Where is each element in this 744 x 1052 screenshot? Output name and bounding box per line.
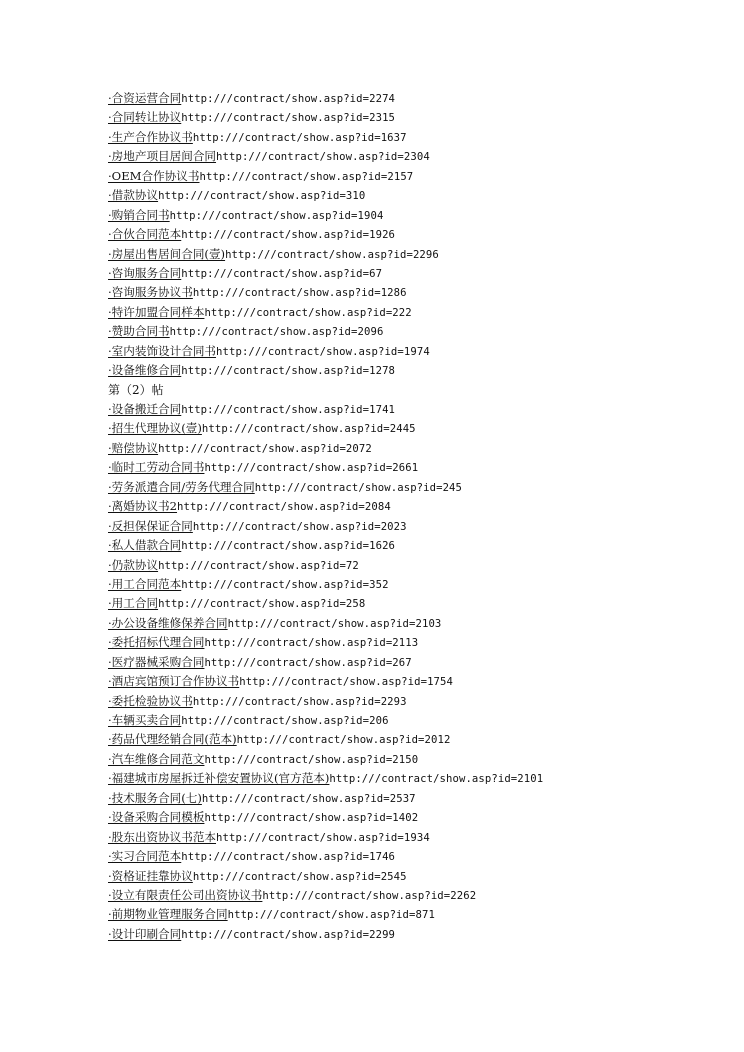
list-item (108, 167, 728, 186)
contract-url: http:///contract/show.asp?id=2299 (181, 928, 396, 941)
contract-link[interactable]: ·福建城市房屋拆迁补偿安置协议(官方范本) (108, 771, 330, 786)
contract-link[interactable]: ·OEM合作协议书 (108, 168, 200, 183)
contract-link[interactable]: ·资格证挂靠协议 (108, 868, 193, 883)
list-item (108, 672, 728, 691)
contract-url: http:///contract/show.asp?id=2023 (192, 520, 407, 533)
contract-url: http:///contract/show.asp?id=1904 (169, 209, 384, 222)
contract-link[interactable]: ·私人借款合同 (108, 538, 182, 553)
contract-link[interactable]: ·房地产项目居间合同 (108, 149, 217, 164)
contract-link[interactable]: ·用工合同 (108, 596, 159, 611)
contract-url: http:///contract/show.asp?id=1754 (239, 676, 453, 689)
list-item (108, 322, 728, 341)
list-item (108, 536, 728, 555)
contract-url: http:///contract/show.asp?id=2262 (262, 889, 477, 902)
list-item (108, 128, 728, 147)
contract-url: http:///contract/show.asp?id=2274 (181, 93, 396, 105)
list-item (108, 711, 728, 730)
contract-link[interactable]: ·合同转让协议 (108, 110, 182, 125)
contract-url: http:///contract/show.asp?id=2661 (204, 462, 419, 475)
list-item (108, 828, 728, 847)
contract-link[interactable]: ·招生代理协议(壹) (108, 421, 202, 436)
contract-url: http:///contract/show.asp?id=310 (158, 190, 366, 203)
contract-link[interactable]: ·劳务派遣合同/劳务代理合同 (108, 479, 255, 494)
contract-link[interactable]: ·赔偿协议 (108, 440, 159, 455)
list-item (108, 439, 728, 458)
contract-url: http:///contract/show.asp?id=2293 (192, 695, 407, 708)
list-item (108, 594, 728, 613)
contract-link[interactable]: ·委托检验协议书 (108, 693, 193, 708)
contract-url: http:///contract/show.asp?id=871 (227, 909, 435, 922)
contract-link[interactable]: ·设备采购合同模板 (108, 810, 205, 825)
list-item (108, 847, 728, 866)
list-item (108, 789, 728, 808)
contract-url: http:///contract/show.asp?id=2012 (236, 734, 451, 747)
list-item (108, 458, 728, 477)
contract-url: http:///contract/show.asp?id=206 (181, 715, 389, 727)
contract-url: http:///contract/show.asp?id=2113 (204, 637, 419, 650)
contract-link[interactable]: ·设计印刷合同 (108, 926, 182, 941)
list-item (108, 400, 728, 419)
contract-url: http:///contract/show.asp?id=1402 (204, 812, 419, 825)
contract-link[interactable]: ·咨询服务协议书 (108, 285, 193, 300)
contract-url: http:///contract/show.asp?id=1278 (181, 365, 396, 378)
contract-link[interactable]: ·汽车维修合同范文 (108, 751, 205, 766)
contract-link[interactable]: ·合资运营合同 (108, 91, 182, 105)
contract-link[interactable]: ·房屋出售居间合同(壹) (108, 246, 226, 261)
list-item (108, 633, 728, 652)
list-item (108, 361, 728, 380)
contract-link[interactable]: ·实习合同范本 (108, 849, 182, 864)
contract-url: http:///contract/show.asp?id=1926 (181, 229, 396, 242)
contract-url: http:///contract/show.asp?id=2103 (227, 617, 442, 630)
list-item (108, 517, 728, 536)
list-item (108, 206, 728, 225)
list-item (108, 147, 728, 166)
contract-url: http:///contract/show.asp?id=267 (204, 656, 412, 669)
list-item (108, 245, 728, 264)
list-item (108, 478, 728, 497)
contract-url: http:///contract/show.asp?id=67 (181, 267, 383, 280)
contract-link[interactable]: ·反担保保证合同 (108, 518, 193, 533)
list-item (108, 730, 728, 749)
contract-url: http:///contract/show.asp?id=352 (181, 578, 389, 591)
contract-url: http:///contract/show.asp?id=2296 (225, 248, 439, 261)
list-item (108, 653, 728, 672)
contract-url: http:///contract/show.asp?id=1746 (181, 851, 396, 864)
contract-url: http:///contract/show.asp?id=245 (254, 481, 463, 494)
contract-url: http:///contract/show.asp?id=1626 (181, 540, 396, 553)
contract-link[interactable]: ·咨询服务合同 (108, 265, 182, 280)
contract-link[interactable]: ·医疗器械采购合同 (108, 654, 205, 669)
contract-link[interactable]: ·委托招标代理合同 (108, 635, 205, 650)
contract-link[interactable]: ·车辆买卖合同 (108, 713, 182, 727)
contract-url: http:///contract/show.asp?id=222 (204, 306, 412, 319)
contract-url: http:///contract/show.asp?id=1637 (192, 131, 407, 144)
contract-link[interactable]: ·办公设备维修保养合同 (108, 615, 228, 630)
contract-url: http:///contract/show.asp?id=2304 (216, 151, 430, 164)
contract-url: http:///contract/show.asp?id=1286 (192, 287, 407, 300)
list-item (108, 497, 728, 516)
contract-link[interactable]: ·用工合同范本 (108, 576, 182, 591)
contract-url: http:///contract/show.asp?id=1974 (216, 345, 430, 358)
list-item (108, 886, 728, 905)
list-item (108, 867, 728, 886)
contract-link[interactable]: ·设备搬迁合同 (108, 402, 182, 416)
list-item (108, 556, 728, 575)
contract-link[interactable]: ·借款协议 (108, 188, 159, 203)
contract-url: http:///contract/show.asp?id=1934 (216, 831, 430, 844)
list-item (108, 925, 728, 944)
list-item (108, 769, 728, 788)
list-item (108, 419, 728, 438)
contract-url: http:///contract/show.asp?id=1741 (181, 404, 396, 416)
list-item (108, 750, 728, 769)
list-item (108, 186, 728, 205)
list-item (108, 575, 728, 594)
contract-url: http:///contract/show.asp?id=2545 (192, 870, 407, 883)
contract-url: http:///contract/show.asp?id=2072 (158, 442, 372, 455)
contract-url: http:///contract/show.asp?id=2096 (169, 326, 384, 339)
list-item (108, 905, 728, 924)
list-item (108, 89, 728, 108)
contract-link[interactable]: ·生产合作协议书 (108, 129, 193, 144)
contract-link[interactable]: ·技术服务合同(七) (108, 790, 202, 805)
contract-link[interactable]: ·合伙合同范本 (108, 227, 182, 242)
contract-list (108, 89, 728, 944)
contract-link[interactable]: ·特许加盟合同样本 (108, 304, 205, 319)
contract-link[interactable]: ·室内装饰设计合同书 (108, 343, 217, 358)
list-item (108, 614, 728, 633)
section-heading: 第（2）帖 (108, 382, 164, 397)
contract-link[interactable]: ·设备维修合同 (108, 363, 182, 378)
list-item (108, 303, 728, 322)
contract-url: http:///contract/show.asp?id=2150 (204, 753, 419, 766)
list-item (108, 808, 728, 827)
list-item (108, 225, 728, 244)
contract-url: http:///contract/show.asp?id=2084 (177, 501, 391, 514)
contract-link[interactable]: ·酒店宾馆预订合作协议书 (108, 674, 240, 689)
contract-url: http:///contract/show.asp?id=2157 (199, 170, 414, 183)
list-item (108, 692, 728, 711)
contract-link[interactable]: ·离婚协议书2 (108, 499, 178, 514)
contract-url: http:///contract/show.asp?id=2315 (181, 112, 396, 125)
contract-url: http:///contract/show.asp?id=2445 (201, 423, 416, 436)
contract-link[interactable]: ·购销合同书 (108, 207, 170, 222)
contract-url: http:///contract/show.asp?id=2101 (329, 773, 544, 786)
contract-url: http:///contract/show.asp?id=2537 (201, 792, 416, 805)
contract-link[interactable]: ·临时工劳动合同书 (108, 460, 205, 475)
list-item (108, 342, 728, 361)
contract-link[interactable]: ·赞助合同书 (108, 324, 170, 339)
contract-link[interactable]: ·股东出资协议书范本 (108, 829, 217, 844)
contract-link[interactable]: ·前期物业管理服务合同 (108, 907, 228, 922)
contract-link[interactable]: ·仍款协议 (108, 557, 159, 572)
contract-url: http:///contract/show.asp?id=72 (158, 559, 359, 572)
contract-link[interactable]: ·药品代理经销合同(范本) (108, 732, 237, 747)
list-item (108, 264, 728, 283)
contract-link[interactable]: ·设立有限责任公司出资协议书 (108, 887, 263, 902)
list-item (108, 283, 728, 302)
contract-url: http:///contract/show.asp?id=258 (158, 598, 366, 611)
list-item (108, 108, 728, 127)
